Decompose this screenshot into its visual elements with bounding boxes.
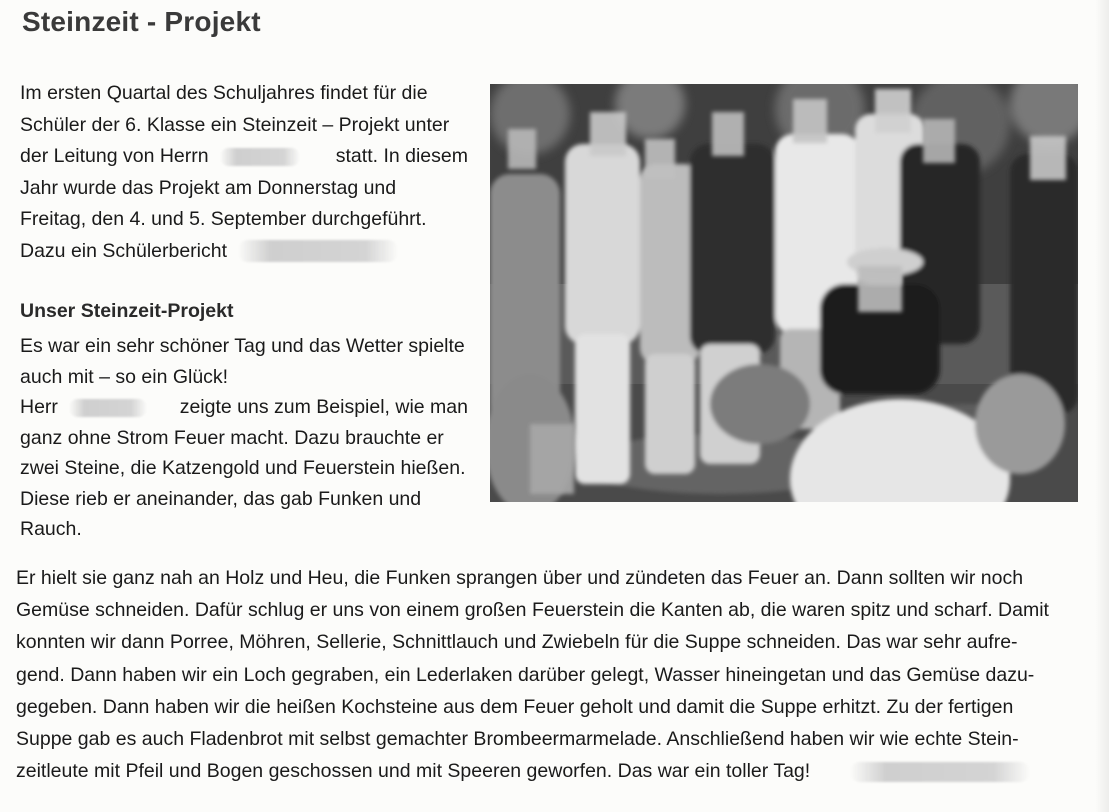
redacted-name — [238, 240, 398, 262]
section-heading: Unser Steinzeit-Projekt — [20, 300, 234, 322]
body-line — [16, 755, 1076, 787]
intro-line: Jahr wurde das Projekt am Donnerstag und — [20, 176, 397, 199]
story-text: zeigte uns zum Beispiel, wie man — [179, 396, 468, 418]
story-line: Es war ein sehr schöner Tag und das Wetter spielte — [20, 335, 465, 357]
intro-line — [20, 141, 468, 173]
continued-paragraph — [16, 562, 1076, 787]
page-title: Steinzeit - Projekt — [22, 6, 261, 37]
body-line: Er hielt sie ganz nah an Holz und Heu, die Funken sprangen über und zündeten das Feuer an. Dann sollten wir noch — [16, 567, 1024, 589]
intro-line: Schüler der 6. Klasse ein Steinzeit – Projekt unter — [20, 113, 450, 136]
story-line — [20, 392, 468, 423]
intro-paragraph — [20, 78, 468, 267]
story-line: auch mit – so ein Glück! — [20, 365, 229, 388]
story-line: Rauch. — [20, 518, 82, 540]
story-line: zwei Steine, die Katzengold und Feuerstein hießen. — [20, 457, 466, 479]
intro-line: Im ersten Quartal des Schuljahres findet für die — [20, 82, 428, 104]
intro-text: der Leitung von Herrn — [20, 145, 209, 167]
intro-line — [20, 236, 468, 268]
story-text: Herr — [20, 396, 58, 418]
redacted-name — [220, 148, 300, 166]
body-line: gegeben. Dann haben wir die heißen Kochsteine aus dem Feuer geholt und damit die Suppe erhitzt. Zu der fertigen — [16, 695, 1014, 718]
body-line: Suppe gab es auch Fladenbrot mit selbst gemachter Brombeermarmelade. Anschließend haben wir wie echte Stein- — [16, 728, 1019, 751]
redacted-signature — [850, 762, 1030, 782]
redacted-name — [69, 399, 147, 417]
intro-line: Freitag, den 4. und 5. September durchgeführt. — [20, 208, 427, 230]
body-text: zeitleute mit Pfeil und Bogen geschossen und mit Speeren geworfen. Das war ein toller Tag! — [16, 760, 811, 783]
group-photo — [490, 84, 1078, 502]
body-line: Gemüse schneiden. Dafür schlug er uns von einem großen Feuerstein die Kanten ab, die waren spitz und scharf. Damit — [16, 599, 1049, 622]
story-line: ganz ohne Strom Feuer macht. Dazu brauchte er — [20, 426, 444, 449]
body-line: konnten wir dann Porree, Möhren, Sellerie, Schnittlauch und Zwiebeln für die Suppe schneiden. Das war sehr aufre- — [16, 631, 1018, 654]
intro-text: statt. In diesem — [335, 145, 468, 167]
story-paragraph — [20, 331, 468, 545]
photo-illustration — [490, 84, 1078, 502]
page-edge-shadow — [1095, 0, 1109, 812]
story-line: Diese rieb er aneinander, das gab Funken und — [20, 487, 422, 510]
body-line: gend. Dann haben wir ein Loch gegraben, ein Lederlaken darüber gelegt, Wasser hineingetan und das Gemüse dazu- — [16, 663, 1035, 686]
intro-text: Dazu ein Schülerbericht — [20, 239, 228, 262]
